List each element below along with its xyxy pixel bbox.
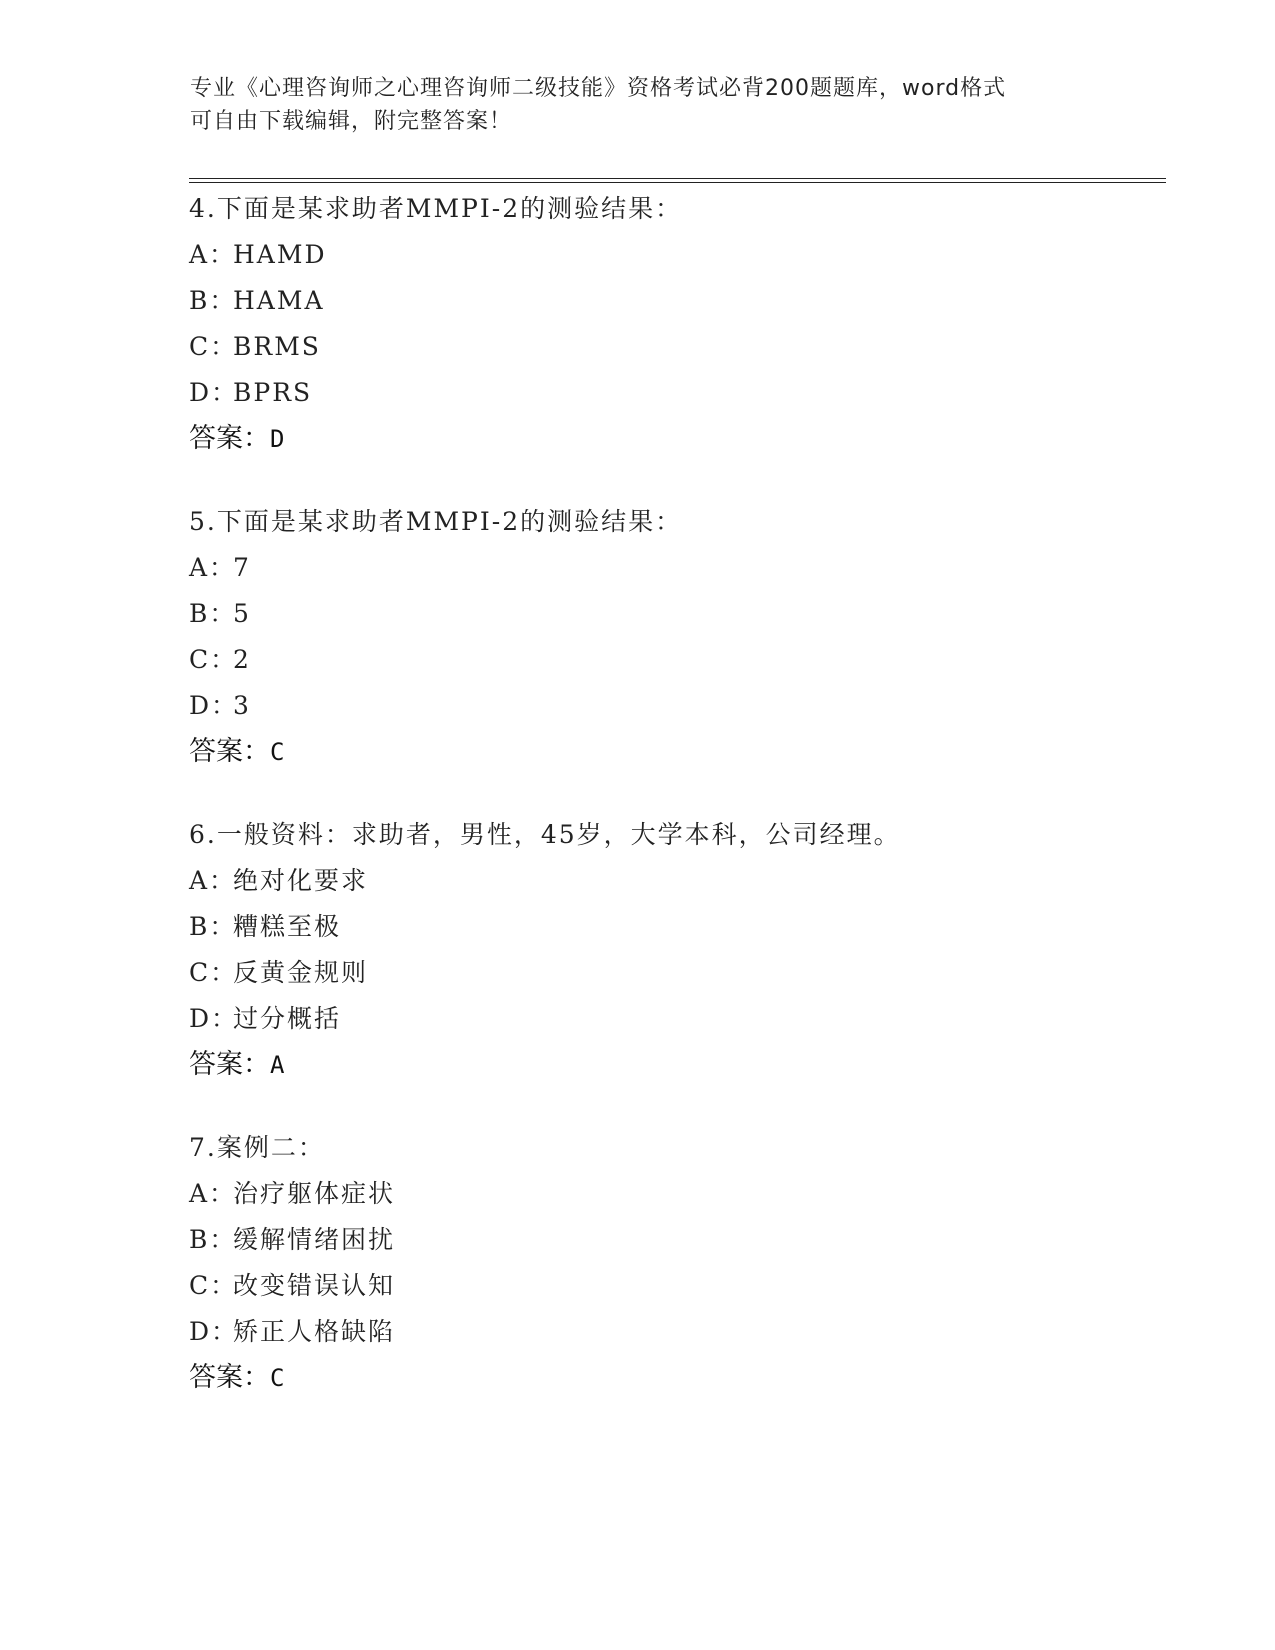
option-letter: A：	[189, 553, 237, 582]
option-text: 缓解情绪困扰	[233, 1225, 396, 1254]
answer-label: 答案：	[189, 423, 270, 454]
option-c	[189, 324, 1189, 370]
option-a	[189, 1171, 1189, 1217]
option-letter: C：	[189, 1271, 238, 1300]
header-line-2: 可自由下载编辑，附完整答案！	[190, 109, 513, 134]
option-text: 过分概括	[233, 1004, 342, 1033]
option-a	[189, 545, 1189, 591]
answer-value: D	[270, 425, 285, 453]
option-text: HAMD	[233, 240, 327, 269]
option-letter: D：	[189, 1004, 239, 1033]
option-b	[189, 904, 1189, 950]
option-letter: A：	[189, 1179, 237, 1208]
answer-value: C	[270, 738, 285, 766]
answer-label: 答案：	[189, 736, 270, 767]
option-text: 2	[233, 645, 251, 674]
option-letter: D：	[189, 691, 239, 720]
option-text: BRMS	[233, 332, 321, 361]
answer-label: 答案：	[189, 1049, 270, 1080]
option-text: HAMA	[233, 286, 325, 315]
option-text: 矫正人格缺陷	[233, 1317, 396, 1346]
option-c	[189, 1263, 1189, 1309]
answer-value: A	[270, 1051, 285, 1079]
option-text: 7	[233, 553, 251, 582]
option-text: 反黄金规则	[233, 958, 369, 987]
option-b	[189, 1217, 1189, 1263]
question-block	[189, 499, 1189, 775]
option-letter: C：	[189, 958, 238, 987]
option-letter: C：	[189, 645, 238, 674]
question-block	[189, 1125, 1189, 1401]
option-letter: B：	[189, 599, 237, 628]
option-text: 治疗躯体症状	[233, 1179, 396, 1208]
question-text: 6.一般资料：求助者，男性，45岁，大学本科，公司经理。	[189, 820, 901, 849]
option-letter: D：	[189, 378, 239, 407]
option-d	[189, 683, 1189, 729]
question-block	[189, 812, 1189, 1088]
option-a	[189, 232, 1189, 278]
option-c	[189, 950, 1189, 996]
answer-line	[189, 1355, 1189, 1401]
option-text: 改变错误认知	[233, 1271, 396, 1300]
option-d	[189, 370, 1189, 416]
option-b	[189, 591, 1189, 637]
option-letter: A：	[189, 240, 237, 269]
option-a	[189, 858, 1189, 904]
option-c	[189, 637, 1189, 683]
answer-value: C	[270, 1364, 285, 1392]
option-letter: B：	[189, 286, 237, 315]
option-d	[189, 1309, 1189, 1355]
header-divider-bottom	[189, 182, 1166, 183]
answer-line	[189, 416, 1189, 462]
question-text: 5.下面是某求助者MMPI-2的测验结果：	[189, 507, 683, 536]
option-letter: C：	[189, 332, 238, 361]
question-block	[189, 186, 1189, 462]
question-text: 7.案例二：	[189, 1133, 325, 1162]
option-text: 5	[233, 599, 251, 628]
option-text: BPRS	[233, 378, 313, 407]
question-text: 4.下面是某求助者MMPI-2的测验结果：	[189, 194, 683, 223]
option-text: 糟糕至极	[233, 912, 342, 941]
option-letter: D：	[189, 1317, 239, 1346]
answer-line	[189, 729, 1189, 775]
option-letter: B：	[189, 1225, 237, 1254]
option-letter: A：	[189, 866, 237, 895]
header-divider-top	[189, 178, 1166, 179]
option-d	[189, 996, 1189, 1042]
option-text: 绝对化要求	[233, 866, 369, 895]
option-letter: B：	[189, 912, 237, 941]
option-b	[189, 278, 1189, 324]
document-header	[190, 72, 1090, 138]
answer-label: 答案：	[189, 1362, 270, 1393]
answer-line	[189, 1042, 1189, 1088]
option-text: 3	[233, 691, 251, 720]
header-line-1: 专业《心理咨询师之心理咨询师二级技能》资格考试必背200题题库，word格式	[190, 76, 1007, 101]
